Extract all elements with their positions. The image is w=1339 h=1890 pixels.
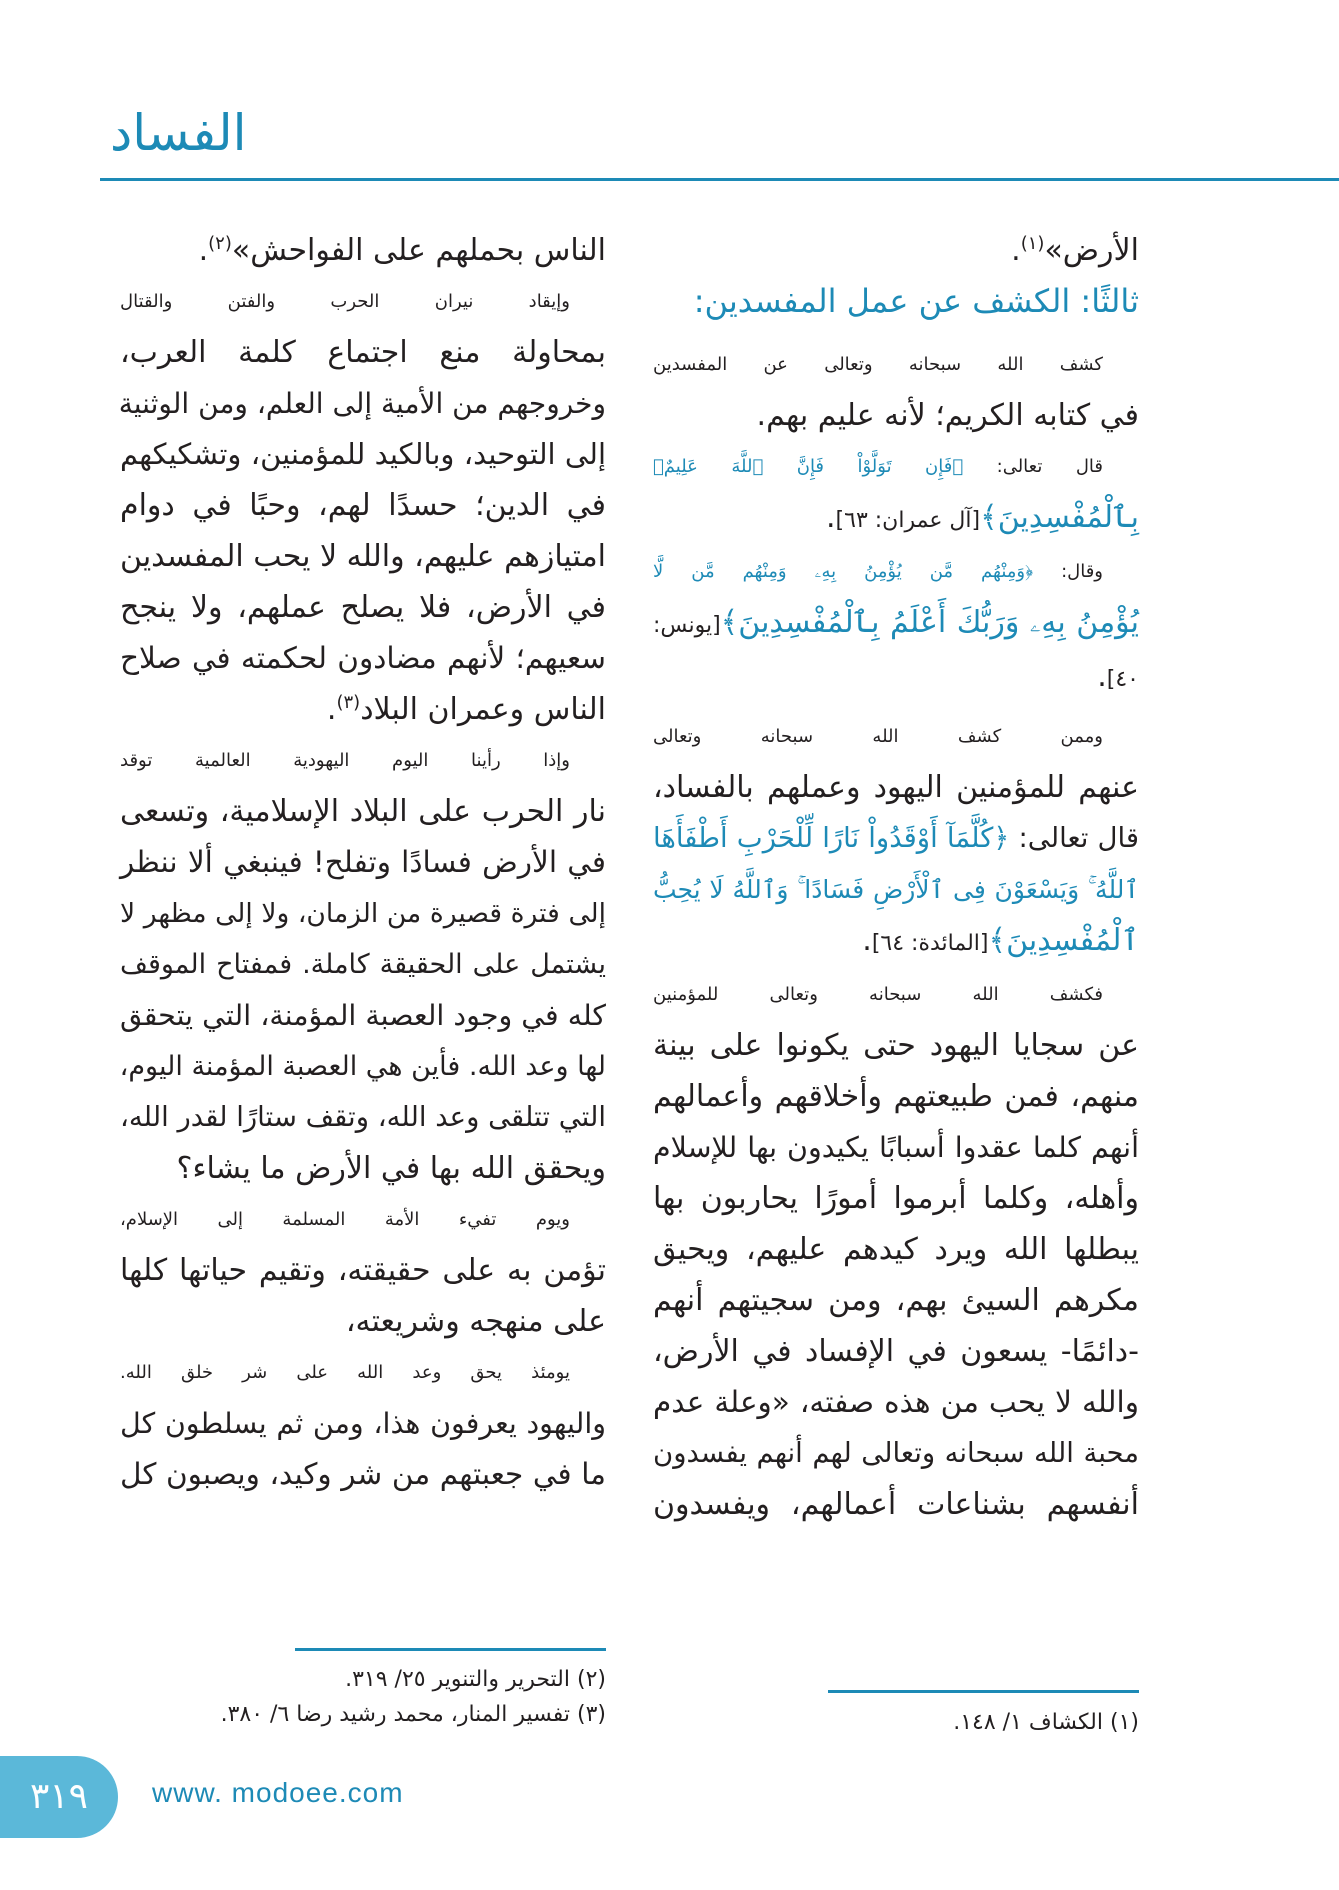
text-line: ٱلْمُفْسِدِينَ﴾[المائدة: ٦٤]. xyxy=(862,923,1139,958)
text-line: سعيهم؛ لأنهم مضادون لحكمته في صلاح xyxy=(120,641,606,675)
footnote: (٣) تفسير المنار، محمد رشيد رضا ٦/ ٣٨٠. xyxy=(220,1702,606,1727)
text-line: منهم، فمن طبيعتهم وأخلاقهم وأعمالهم xyxy=(653,1079,1139,1114)
text-line: كشف الله سبحانه وتعالى عن المفسدين xyxy=(653,354,1103,375)
text-line xyxy=(653,864,1139,915)
text-line: فكشف الله سبحانه وتعالى للمؤمنين xyxy=(653,984,1103,1005)
footnote-ref[interactable]: (١) xyxy=(1020,233,1045,254)
text-line: وقال: ﴿وَمِنْهُم مَّن يُؤْمِنُ بِهِۦ وَمِنْهُم مَّن لَّا xyxy=(653,561,1103,582)
quran-verse: ﴿وَمِنْهُم مَّن يُؤْمِنُ بِهِۦ وَمِنْهُم مَّن لَّا xyxy=(653,561,1034,582)
verse-reference: ٤٠] xyxy=(1106,667,1139,692)
page-number: ٣١٩ xyxy=(29,1776,88,1817)
quran-verse: يُؤْمِنُ بِهِۦ وَرَبُّكَ أَعْلَمُ بِٱلْمُفْسِدِينَ﴾ xyxy=(720,605,1139,640)
footnote: (٢) التحرير والتنوير ٢٥/ ٣١٩. xyxy=(345,1667,606,1692)
text-line: محبة الله سبحانه وتعالى لهم أنهم يفسدون xyxy=(653,1437,1139,1469)
text-line: الناس وعمران البلاد$^{(٣)}$. xyxy=(326,692,606,727)
text-line: يبطلها الله ويرد كيدهم عليهم، ويحيق xyxy=(653,1232,1139,1267)
text-line: في كتابه الكريم؛ لأنه عليم بهم. xyxy=(756,398,1139,433)
right-column xyxy=(653,225,1139,1530)
left-column xyxy=(120,225,606,1500)
text-line: نار الحرب على البلاد الإسلامية، وتسعى xyxy=(120,794,606,829)
footnote-ref[interactable]: (٢) xyxy=(208,233,232,254)
text-line: وممن كشف الله سبحانه وتعالى xyxy=(653,726,1103,747)
verse-reference: [المائدة: ٦٤] xyxy=(871,931,989,956)
text-line: عنهم للمؤمنين اليهود وعملهم بالفساد، xyxy=(653,770,1139,805)
quran-verse: ٱللَّهُ ۚ وَيَسْعَوْنَ فِى ٱلْأَرْضِ فَسَادًا ۚ وَٱللَّهُ لَا يُحِبُّ xyxy=(653,875,1139,904)
website-link[interactable]: www. modoee.com xyxy=(152,1777,404,1808)
text-line: إلى التوحيد، وبالكيد للمؤمنين، وتشكيكهم xyxy=(120,437,606,471)
text-line: بمحاولة منع اجتماع كلمة العرب، xyxy=(120,335,606,370)
verse-reference: [يونس: xyxy=(653,613,721,638)
text-line: في الأرض، فلا يصلح عملهم، ولا ينجح xyxy=(120,590,606,625)
text-line: على منهجه وشريعته، xyxy=(345,1304,606,1339)
text-line: وإذا رأينا اليوم اليهودية العالمية توقد xyxy=(120,750,570,771)
text-line: التي تتلقى وعد الله، وتقف ستارًا لقدر الله، xyxy=(120,1101,606,1133)
text-line: إلى فترة قصيرة من الزمان، ولا إلى مظهر لا xyxy=(120,898,606,929)
text-line: عن سجايا اليهود حتى يكونوا على بينة xyxy=(653,1028,1139,1063)
text-line: ما في جعبتهم من شر وكيد، ويصبون كل xyxy=(120,1457,606,1491)
text-line: لها وعد الله. فأين هي العصبة المؤمنة اليوم، xyxy=(119,1051,606,1082)
text-line xyxy=(653,597,1139,651)
section-heading: ثالثًا: الكشف عن عمل المفسدين: xyxy=(693,282,1139,320)
header-divider xyxy=(100,178,1339,181)
text-line: مكرهم السيئ بهم، ومن سجيتهم أنهم xyxy=(653,1283,1139,1318)
text-line: امتيازهم عليهم، والله لا يحب المفسدين xyxy=(120,539,606,574)
text-line: ويحقق الله بها في الأرض ما يشاء؟ xyxy=(176,1151,606,1186)
text-line: وخروجهم من الأمية إلى العلم، ومن الوثنية xyxy=(118,387,606,420)
text-line: في الأرض فسادًا وتفلح! فينبغي ألا ننظر xyxy=(120,845,606,879)
text-line: بِٱلْمُفْسِدِينَ﴾[آل عمران: ٦٣]. xyxy=(826,500,1139,535)
text-line: قال تعالى: ﴿كُلَّمَآ أَوْقَدُواْ نَارًا لِّلْحَرْبِ أَطْفَأَهَا xyxy=(653,822,1139,854)
page-number-badge xyxy=(0,1756,118,1838)
text-line: قال تعالى: ﴿فَإِن تَوَلَّوْاْ فَإِنَّ ٱللَّهَ عَلِيمٌۢ xyxy=(653,456,1103,477)
text-line: الأرض»$^{(١)}$. xyxy=(1011,233,1139,268)
text-line: في الدين؛ حسدًا لهم، وحبًا في دوام xyxy=(120,488,606,523)
page-title: الفساد xyxy=(110,104,247,162)
text-line: يومئذ يحق وعد الله على شر خلق الله. xyxy=(120,1362,570,1383)
footnote-divider xyxy=(828,1690,1139,1693)
quran-verse: ٱلْمُفْسِدِينَ﴾ xyxy=(988,923,1139,958)
text-line: أنهم كلما عقدوا أسبابًا يكيدون بها للإسلام xyxy=(653,1131,1139,1164)
quran-verse: ﴿كُلَّمَآ أَوْقَدُواْ نَارًا لِّلْحَرْبِ أَطْفَأَهَا xyxy=(653,822,1010,854)
text-line: ويوم تفيء الأمة المسلمة إلى الإسلام، xyxy=(120,1209,570,1230)
footnote-divider xyxy=(295,1648,606,1651)
text-line: كله في وجود العصبة المؤمنة، التي يتحقق xyxy=(120,999,606,1032)
text-line: تؤمن به على حقيقته، وتقيم حياتها كلها xyxy=(120,1253,606,1288)
footnote: (١) الكشاف ١/ ١٤٨. xyxy=(953,1710,1139,1735)
text-line: -دائمًا- يسعون في الإفساد في الأرض، xyxy=(653,1334,1139,1369)
text-line: يشتمل على الحقيقة كاملة. فمفتاح الموقف xyxy=(120,949,606,980)
text-line: ٤٠]. xyxy=(1097,659,1139,694)
quran-verse: ﴿فَإِن تَوَلَّوْاْ فَإِنَّ ٱللَّهَ عَلِيمٌۢ xyxy=(653,456,964,477)
quran-verse: بِٱلْمُفْسِدِينَ﴾ xyxy=(980,500,1139,535)
text-line: واليهود يعرفون هذا، ومن ثم يسلطون كل xyxy=(120,1407,606,1440)
text-line: وأهله، وكلما أبرموا أمورًا يحاربون بها xyxy=(653,1181,1139,1216)
text-line: والله لا يحب من هذه صفته، «وعلة عدم xyxy=(653,1385,1139,1419)
text-line: أنفسهم بشناعات أعمالهم، ويفسدون xyxy=(653,1487,1139,1522)
footnote-ref[interactable]: (٣) xyxy=(336,692,361,713)
text-line: وإيقاد نيران الحرب والفتن والقتال xyxy=(120,291,570,312)
verse-reference: [آل عمران: ٦٣] xyxy=(835,508,981,533)
text-line: الناس بحملهم على الفواحش»$^{(٢)}$. xyxy=(198,233,606,268)
